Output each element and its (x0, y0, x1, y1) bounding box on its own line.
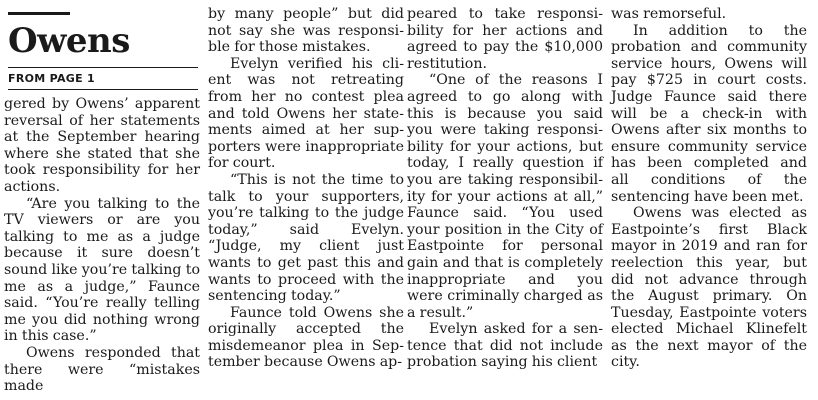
article-paragraph: gered by Owens’ apparent reversal of her statements at the September hearing where she stated that she took responsibility for her actions. (4, 96, 200, 195)
headline-top-rule (8, 12, 70, 15)
column-1-body (4, 96, 200, 395)
article-paragraph: was remorseful. (611, 6, 727, 22)
jump-label-divider (8, 89, 198, 90)
column-3-body (407, 6, 603, 371)
headline-divider (8, 67, 198, 68)
column-2-body (208, 6, 404, 371)
article-paragraph: Faunce told Owens she originally accepted the misdemeanor plea in September because Owens ap- (208, 304, 404, 371)
article-paragraph: In addition to the probation and community service hours, Owens will pay $725 in court costs. Judge Faunce said there will be a check-in with Owens after six months to ensure community service has been completed and all conditions of the sentencing have been met. (611, 22, 807, 205)
article-paragraph: “This is not the time to talk to your supporters, you’re talking to the judge today,” said Evelyn. “Judge, my client just wants to get past this and wants to proceed with the sentencing today.” (208, 171, 404, 305)
article-paragraph: Evelyn verified his client was not retreating from her no contest plea and told Owens her statements aimed at her supporters were inappropriate for court. (208, 55, 404, 172)
column-4 (611, 0, 807, 371)
headline: Owens (8, 21, 130, 61)
article-paragraph: Owens responded that there were “mistakes made (4, 344, 200, 395)
article-paragraph: “Are you talking to the TV viewers or are you talking to me as a judge because it sure doesn’t sound like you’re talking to me as a judge,” Faunce said. “You’re really telling me you did nothing wrong in this case.” (4, 195, 200, 345)
column-4-body (611, 6, 807, 371)
article-paragraph: Owens was elected as Eastpointe’s first Black mayor in 2019 and ran for reelection this year, but did not advance through the August primary. On Tuesday, Eastpointe voters elected Michael Klinefelt as the next mayor of the city. (611, 205, 807, 371)
column-2 (208, 0, 404, 371)
column-1 (4, 0, 200, 395)
article-paragraph: by many people” but did not say she was responsible for those mistakes. (208, 6, 404, 56)
jump-label: FROM PAGE 1 (8, 72, 96, 85)
column-3 (407, 0, 603, 371)
article-paragraph: “One of the reasons I agreed to go along with this is because you said you were taking responsibility for your actions, but today, I really question if you are taking responsibility for your actions at all,” Faunce said. “You used your position in the City of Eastpointe for personal gain and that is completely inappropriate and you were criminally charged as a result.” (407, 72, 603, 321)
article-paragraph: peared to take responsibility for her actions and agreed to pay the $10,000 restitution. (407, 6, 603, 72)
article-paragraph: Evelyn asked for a sentence that did not include probation saying his client (407, 321, 603, 371)
